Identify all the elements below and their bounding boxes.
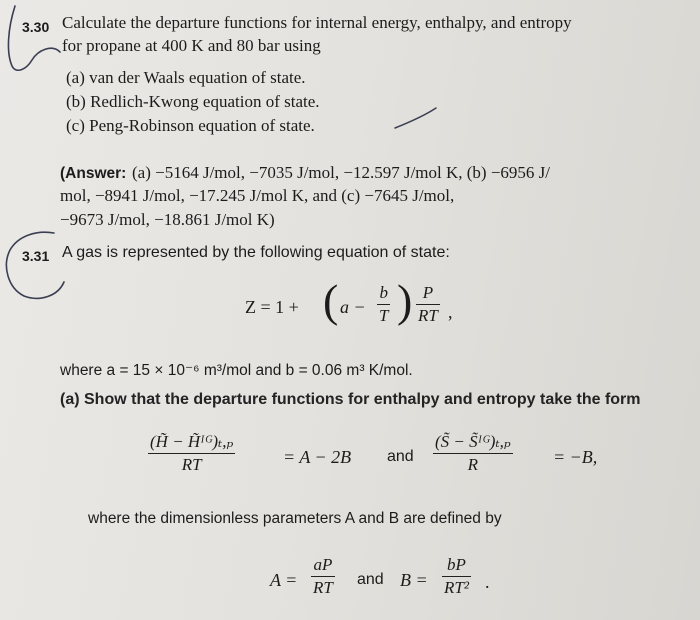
eq3-A-lhs: A = <box>270 570 298 590</box>
answer-line-1: (a) −5164 J/mol, −7035 J/mol, −12.597 J/mol K, (b) −6956 J/ <box>132 163 551 182</box>
fraction-bar <box>433 453 513 454</box>
entropy-departure-fraction <box>433 432 513 475</box>
eq1-t: T <box>379 306 389 325</box>
entropy-departure-numerator: (S̃ − S̃ᴵᴳ)ₜ,ₚ <box>435 432 511 451</box>
part-a-statement: (a) Show that the departure functions for enthalpy and entropy take the form <box>60 391 641 408</box>
problem-3-30-line-1: Calculate the departure functions for internal energy, enthalpy, and entropy <box>62 13 572 32</box>
eq1-a-minus: a − <box>340 297 366 317</box>
eq3-B-lhs: B = <box>400 570 428 590</box>
problem-3-30-line-2: for propane at 400 K and 80 bar using <box>62 36 321 55</box>
option-c: (c) Peng-Robinson equation of state. <box>66 116 315 135</box>
eq1-open-paren: ( <box>323 275 339 326</box>
answer-line-3: −9673 J/mol, −18.861 J/mol K) <box>60 210 275 229</box>
entropy-departure-rhs: = −B, <box>553 447 598 467</box>
fraction-bar <box>442 576 471 577</box>
eq3-B-numerator: bP <box>447 555 466 574</box>
eq3-period: . <box>485 572 490 592</box>
eq1-b-over-t <box>377 283 390 326</box>
fraction-bar <box>148 453 235 454</box>
pen-bracket-mark <box>8 6 60 70</box>
constants-line: where a = 15 × 10⁻⁶ m³/mol and b = 0.06 m³ K/mol. <box>60 362 413 379</box>
problem-number-3-31: 3.31 <box>22 248 50 264</box>
enthalpy-departure-denominator: RT <box>181 455 202 474</box>
eq3-A-numerator: aP <box>313 555 333 574</box>
eq1-b: b <box>379 283 388 302</box>
eq3-B-denominator: RT² <box>444 578 469 597</box>
pen-tick-mark <box>395 108 436 128</box>
option-a: (a) van der Waals equation of state. <box>66 68 306 87</box>
eq2-and: and <box>387 448 414 465</box>
fraction-bar <box>377 304 390 305</box>
fraction-bar <box>416 304 440 305</box>
eq3-and: and <box>357 571 384 588</box>
eq1-close-paren: ) <box>397 275 413 326</box>
entropy-departure-denominator: R <box>467 455 479 474</box>
problem-3-31-intro: A gas is represented by the following equation of state: <box>62 244 450 261</box>
enthalpy-departure-rhs: = A − 2B <box>283 447 352 467</box>
eq1-comma: , <box>448 302 453 322</box>
enthalpy-departure-fraction <box>148 432 235 475</box>
eq3-A-denominator: RT <box>313 578 333 597</box>
answer-line-2: mol, −8941 J/mol, −17.245 J/mol K, and (c) −7645 J/mol, <box>60 186 455 205</box>
eq1-rt: RT <box>418 306 438 325</box>
eq1-p: P <box>422 283 434 302</box>
dimensionless-params-line: where the dimensionless parameters A and B are defined by <box>88 510 502 527</box>
enthalpy-departure-numerator: (H̃ − H̃ᴵᴳ)ₜ,ₚ <box>150 432 234 451</box>
eq1-lhs: Z = 1 + <box>245 297 299 317</box>
eq1-p-over-rt <box>416 283 440 326</box>
eq3-A-fraction <box>311 555 335 598</box>
answer-label: (Answer: <box>60 165 127 182</box>
option-b: (b) Redlich-Kwong equation of state. <box>66 92 320 111</box>
problem-number-3-30: 3.30 <box>22 19 50 35</box>
eq3-B-fraction <box>442 555 471 598</box>
fraction-bar <box>311 576 335 577</box>
